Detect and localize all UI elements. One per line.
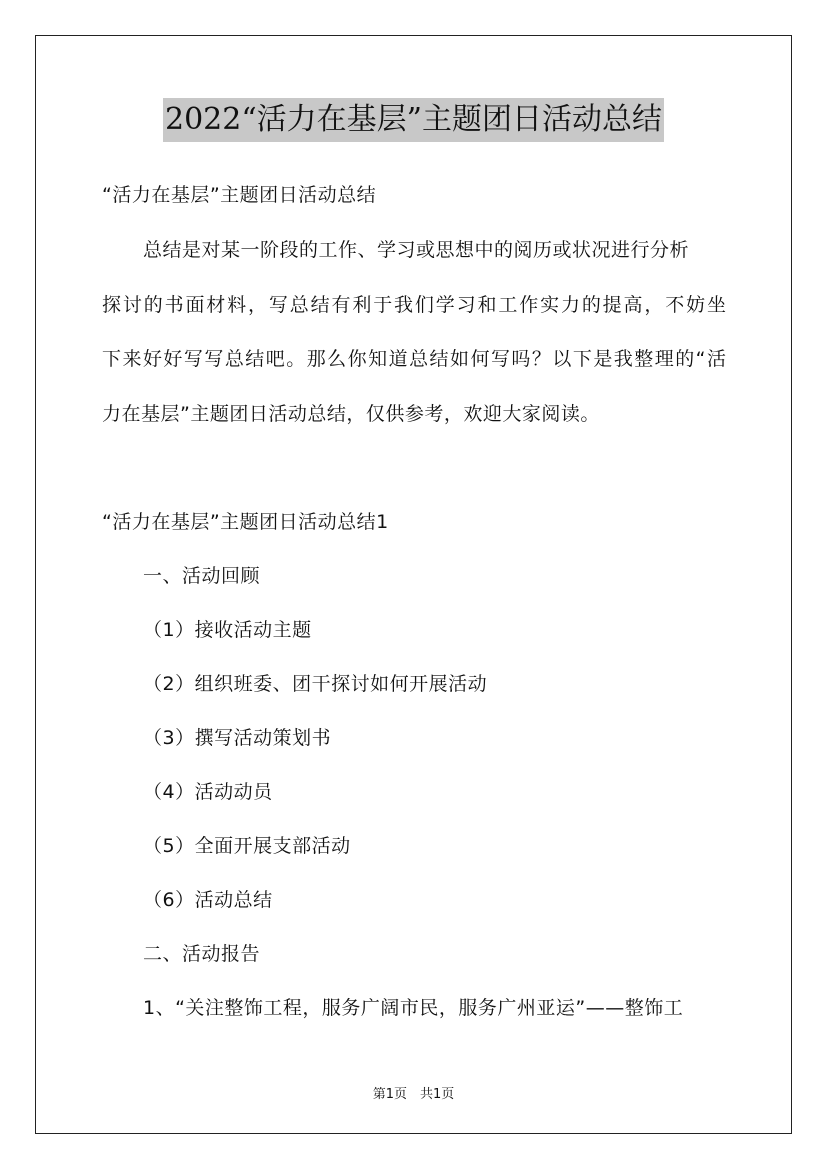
document-title: 2022“活力在基层”主题团日活动总结 bbox=[163, 98, 664, 142]
list-item: （2）组织班委、团干探讨如何开展活动 bbox=[143, 673, 488, 695]
part-heading-report: 二、活动报告 bbox=[143, 943, 261, 965]
report-line-1: 1、“关注整饰工程，服务广阔市民，服务广州亚运”——整饰工 bbox=[143, 997, 684, 1019]
list-item: （6）活动总结 bbox=[143, 889, 273, 911]
list-item: （4）活动动员 bbox=[143, 781, 273, 803]
section-heading-1: “活力在基层”主题团日活动总结1 bbox=[102, 511, 389, 533]
title-container bbox=[0, 98, 827, 142]
list-item: （5）全面开展支部活动 bbox=[143, 835, 351, 857]
intro-line-1: 总结是对某一阶段的工作、学习或思想中的阅历或状况进行分析 bbox=[143, 239, 690, 261]
intro-line-2: 探讨的书面材料，写总结有利于我们学习和工作实力的提高，不妨坐 bbox=[102, 294, 726, 316]
page-number: 第1页 共1页 bbox=[372, 1087, 455, 1102]
document-subtitle: “活力在基层”主题团日活动总结 bbox=[102, 184, 377, 206]
intro-line-3: 下来好好写写总结吧。那么你知道总结如何写吗？以下是我整理的“活 bbox=[102, 348, 726, 370]
list-item: （3）撰写活动策划书 bbox=[143, 727, 332, 749]
part-heading-review: 一、活动回顾 bbox=[143, 565, 261, 587]
list-item: （1）接收活动主题 bbox=[143, 619, 312, 641]
intro-line-4: 力在基层”主题团日活动总结，仅供参考，欢迎大家阅读。 bbox=[102, 403, 600, 425]
